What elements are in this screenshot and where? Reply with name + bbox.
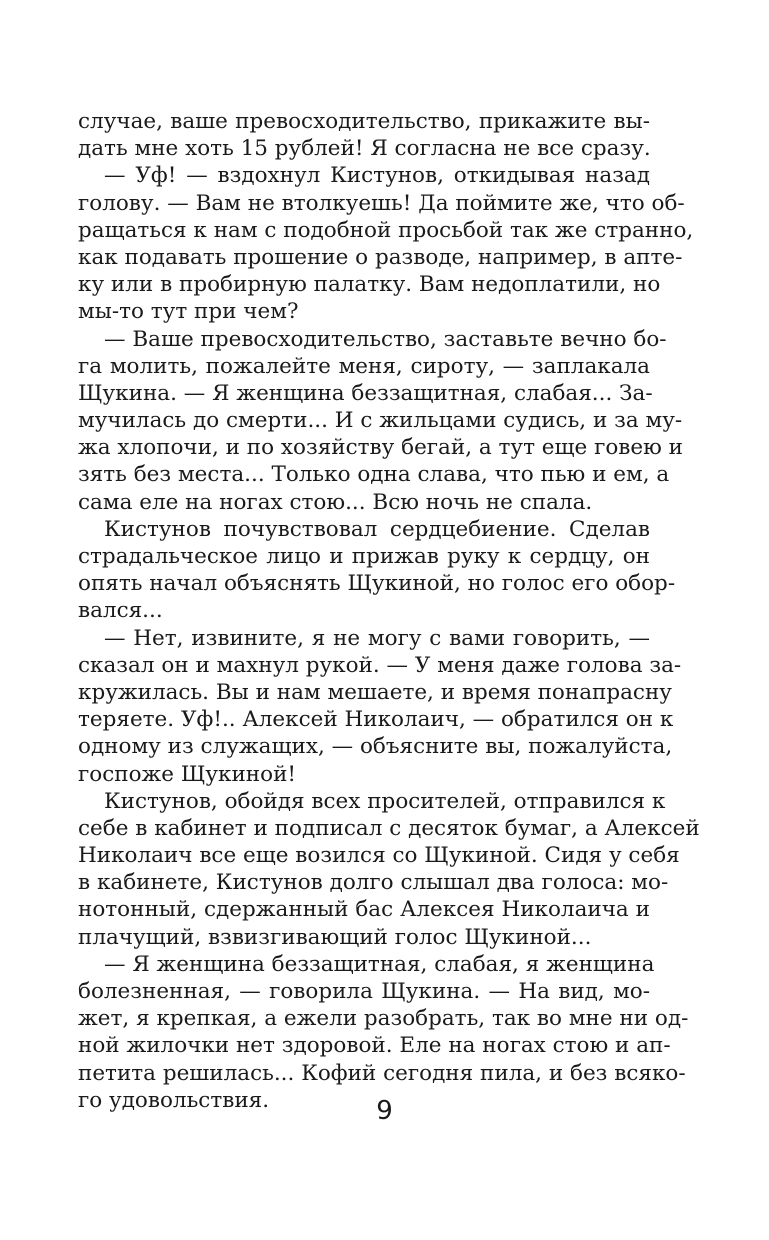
- text-line: — Нет, извините, я не могу с вами говорить, —: [104, 625, 650, 651]
- text-line: ной жилочки нет здоровой. Еле на ногах стою и ап-: [78, 1033, 671, 1059]
- text-line: болезненная, — говорила Щукина. — На вид, мо-: [78, 979, 650, 1004]
- text-line: Кистунов, обойдя всех просителей, отправился к: [104, 788, 666, 814]
- paragraph: [78, 625, 682, 788]
- text-line: мучилась до смерти... И с жильцами судись, и за му-: [78, 408, 683, 434]
- text-line: сама еле на ногах стою... Всю ночь не спала.: [78, 489, 593, 515]
- text-line: нотонный, сдержанный бас Алексея Николаича и: [78, 897, 650, 923]
- page-number: 9: [376, 1096, 393, 1126]
- text-line: в кабинете, Кистунов долго слышал два голоса: мо-: [78, 870, 669, 896]
- text-line: голову. — Вам не втолкуешь! Да поймите же, что об-: [78, 190, 685, 216]
- paragraph: [78, 951, 689, 1114]
- text-line: ращаться к нам с подобной просьбой так же странно,: [78, 217, 694, 243]
- paragraph: [78, 516, 676, 625]
- text-line: мы-то тут при чем?: [78, 299, 299, 325]
- text-line: га молить, пожалейте меня, сироту, — заплакала: [78, 353, 650, 379]
- text-line: Кистунов почувствовал сердцебиение. Сделав: [104, 516, 650, 542]
- text-line: себе в кабинет и подписал с десяток бумаг, а Алексей: [78, 815, 700, 841]
- body-text: [78, 108, 700, 1114]
- text-line: теряете. Уф!.. Алексей Николаич, — обратился он к: [78, 707, 674, 733]
- text-line: как подавать прошение о разводе, например, в апте-: [78, 244, 683, 270]
- text-line: петита решилась... Кофий сегодня пила, и без всяко-: [78, 1060, 686, 1086]
- text-line: опять начал объяснять Щукиной, но голос его обор-: [78, 571, 676, 597]
- text-line: дать мне хоть 15 рублей! Я согласна не все сразу.: [78, 136, 651, 162]
- text-line: вался...: [78, 598, 163, 624]
- text-line: Николаич все еще возился со Щукиной. Сидя у себя: [78, 843, 680, 869]
- text-line: жа хлопочи, и по хозяйству бегай, а тут еще говею и: [78, 435, 683, 461]
- text-line: страдальческое лицо и прижав руку к сердцу, он: [78, 544, 650, 569]
- text-line: госпоже Щукиной!: [78, 761, 297, 787]
- text-line: — Уф! — вздохнул Кистунов, откидывая назад: [104, 163, 650, 189]
- text-line: зять без места... Только одна слава, что пью и ем, а: [78, 462, 670, 488]
- text-line: — Ваше превосходительство, заставьте вечно бо-: [104, 326, 667, 352]
- paragraph: [78, 108, 650, 162]
- text-line: Щукина. — Я женщина беззащитная, слабая... За-: [78, 380, 653, 406]
- paragraph: [78, 326, 683, 516]
- text-line: случае, ваше превосходительство, прикажите вы-: [78, 109, 650, 134]
- text-line: ку или в пробирную палатку. Вам недоплатили, но: [78, 272, 661, 298]
- text-line: сказал он и махнул рукой. — У меня даже голова за-: [78, 652, 682, 678]
- paragraph: [78, 788, 700, 951]
- text-line: одному из служащих, — объясните вы, пожалуйста,: [78, 734, 673, 760]
- paragraph: [78, 162, 694, 325]
- text-line: го удовольствия.: [78, 1087, 270, 1113]
- text-line: плачущий, взвизгивающий голос Щукиной...: [78, 924, 592, 950]
- text-line: кружилась. Вы и нам мешаете, и время понапрасну: [78, 679, 672, 705]
- text-line: — Я женщина беззащитная, слабая, я женщина: [104, 951, 655, 977]
- text-line: жет, я крепкая, а ежели разобрать, так во мне ни од-: [78, 1006, 689, 1032]
